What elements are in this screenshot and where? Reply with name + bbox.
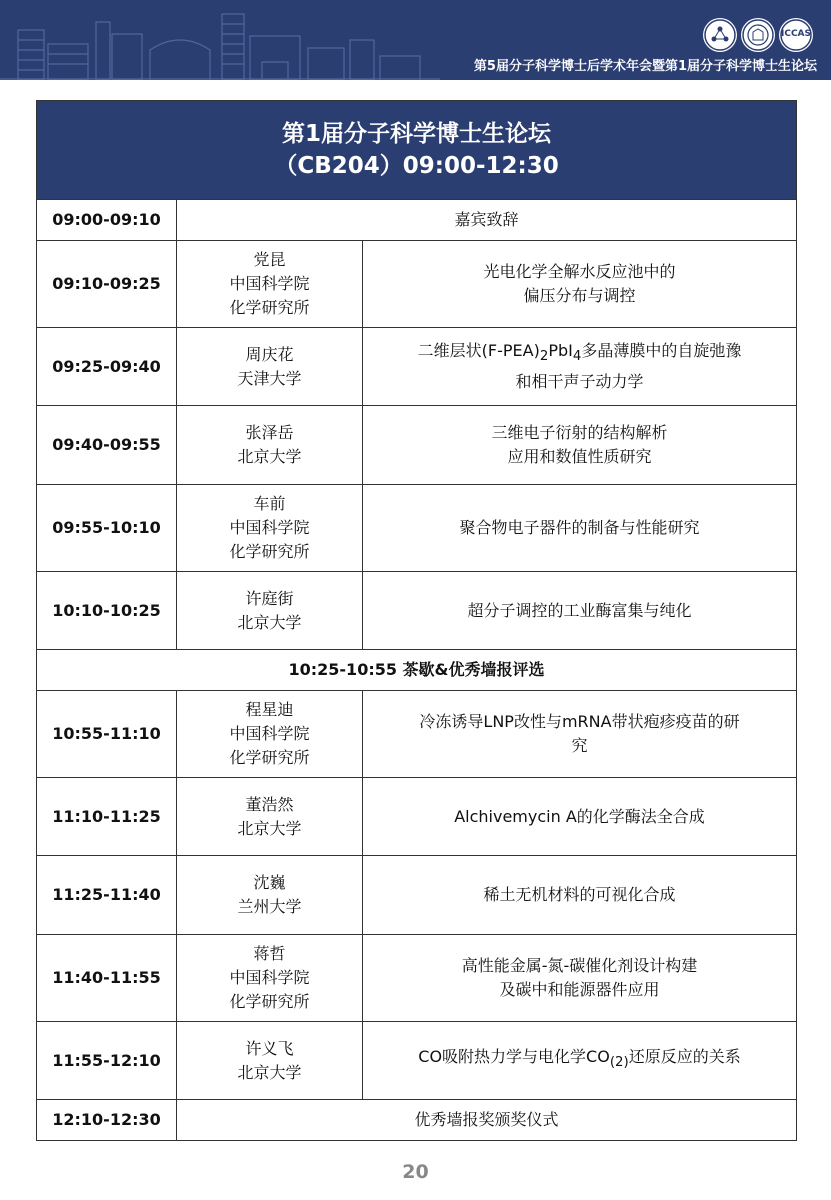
topic-cell: 超分子调控的工业酶富集与纯化 (363, 572, 797, 650)
subscript: 4 (572, 349, 582, 365)
time-cell: 11:40-11:55 (37, 935, 177, 1022)
topic-cell: 聚合物电子器件的制备与性能研究 (363, 485, 797, 572)
topic-cell: 冷冻诱导LNP改性与mRNA带状疱疹疫苗的研 究 (363, 691, 797, 778)
table-row (37, 691, 797, 778)
topic-cell: 高性能金属-氮-碳催化剂设计构建 及碳中和能源器件应用 (363, 935, 797, 1022)
speaker-cell: 蒋哲 中国科学院 化学研究所 (177, 935, 363, 1022)
time-cell: 10:55-11:10 (37, 691, 177, 778)
speaker-cell: 董浩然 北京大学 (177, 778, 363, 856)
break-row (37, 650, 797, 691)
event-cell: 嘉宾致辞 (177, 200, 797, 241)
time-cell: 09:40-09:55 (37, 406, 177, 485)
time-cell: 10:10-10:25 (37, 572, 177, 650)
topic-text: 多晶薄膜中的自旋弛豫 和相干声子动力学 (515, 341, 742, 391)
topic-text: 还原反应的关系 (628, 1047, 741, 1067)
speaker-cell: 党昆 中国科学院 化学研究所 (177, 241, 363, 328)
table-row (37, 778, 797, 856)
break-cell: 10:25-10:55 茶歇&优秀墙报评选 (37, 650, 797, 691)
speaker-cell: 周庆花 天津大学 (177, 328, 363, 406)
speaker-cell: 许庭街 北京大学 (177, 572, 363, 650)
table-row (37, 1100, 797, 1141)
conference-title: 第5届分子科学博士后学术年会暨第1届分子科学博士生论坛 (473, 59, 817, 74)
time-cell: 11:10-11:25 (37, 778, 177, 856)
topic-cell: 三维电子衍射的结构解析 应用和数值性质研究 (363, 406, 797, 485)
session-title-line2: （CB204）09:00-12:30 (274, 153, 559, 179)
page-number: 20 (402, 1161, 429, 1183)
table-row (37, 935, 797, 1022)
time-cell: 09:00-09:10 (37, 200, 177, 241)
topic-cell: 光电化学全解水反应池中的 偏压分布与调控 (363, 241, 797, 328)
table-row (37, 572, 797, 650)
speaker-cell: 张泽岳 北京大学 (177, 406, 363, 485)
program-table (36, 100, 797, 1141)
topic-text: CO吸附热力学与电化学CO (418, 1047, 610, 1067)
session-title (37, 101, 797, 200)
table-row (37, 406, 797, 485)
topic-text: 二维层状(F-PEA) (417, 341, 540, 361)
speaker-cell: 沈巍 兰州大学 (177, 856, 363, 935)
subscript: 2 (539, 349, 549, 365)
speaker-cell: 许义飞 北京大学 (177, 1022, 363, 1100)
speaker-cell: 车前 中国科学院 化学研究所 (177, 485, 363, 572)
table-row (37, 241, 797, 328)
table-row (37, 856, 797, 935)
session-header-row (37, 101, 797, 200)
topic-cell (363, 1022, 797, 1100)
topic-cell: Alchivemycin A的化学酶法全合成 (363, 778, 797, 856)
session-title-line1: 第1届分子科学博士生论坛 (282, 121, 552, 147)
time-cell: 12:10-12:30 (37, 1100, 177, 1141)
time-cell: 09:10-09:25 (37, 241, 177, 328)
time-cell: 11:25-11:40 (37, 856, 177, 935)
event-cell: 优秀墙报奖颁奖仪式 (177, 1100, 797, 1141)
university-seal-icon (741, 18, 775, 52)
iccas-logo-icon (779, 18, 813, 52)
topic-cell: 稀土无机材料的可视化合成 (363, 856, 797, 935)
iccas-logo-text: ICCAS (780, 29, 811, 39)
subscript: (2) (609, 1055, 629, 1071)
time-cell: 09:25-09:40 (37, 328, 177, 406)
table-row (37, 328, 797, 406)
header-banner (0, 0, 831, 80)
topic-cell (363, 328, 797, 406)
time-cell: 09:55-10:10 (37, 485, 177, 572)
table-row (37, 200, 797, 241)
topic-text: PbI (548, 341, 573, 361)
logo-group (703, 18, 813, 52)
molecule-logo-icon (703, 18, 737, 52)
table-row (37, 1022, 797, 1100)
table-row (37, 485, 797, 572)
time-cell: 11:55-12:10 (37, 1022, 177, 1100)
speaker-cell: 程星迪 中国科学院 化学研究所 (177, 691, 363, 778)
